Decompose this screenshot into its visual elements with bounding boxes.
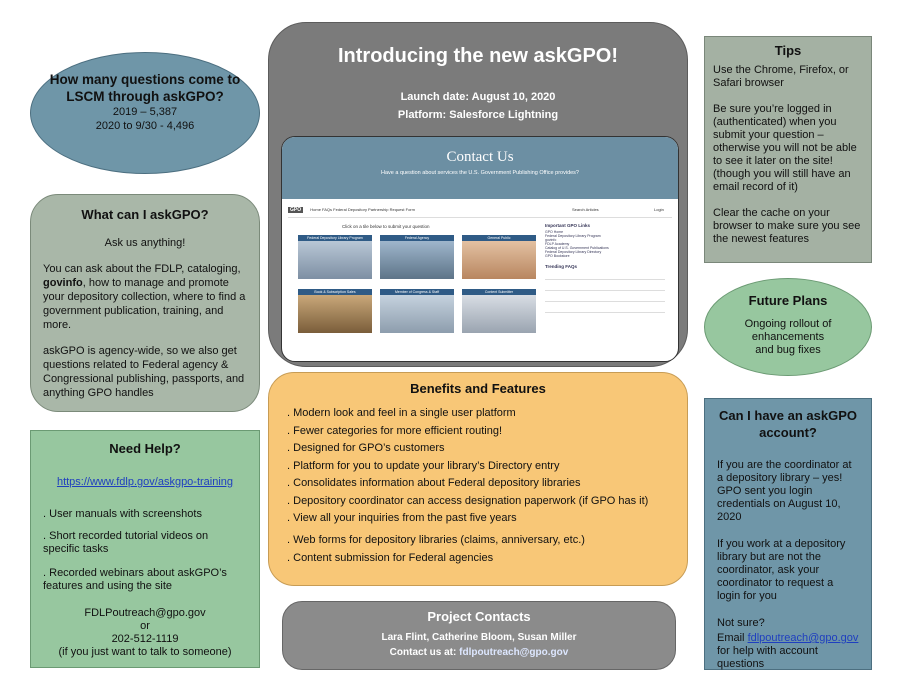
- help-email: FDLPoutreach@gpo.gov: [84, 607, 206, 619]
- help-phone-note: (if you just want to talk to someone): [58, 646, 232, 658]
- questions-count-panel: [30, 52, 260, 174]
- screenshot-subheading: Have a question about services the U.S. Government Publishing Office provides?: [380, 170, 579, 176]
- screenshot-search: Search Articles: [572, 207, 599, 212]
- account-email-link[interactable]: fdlpoutreach@gpo.gov: [747, 632, 859, 644]
- benefit-item: . Consolidates information about Federal depository libraries: [287, 477, 581, 489]
- questions-2020: 2020 to 9/30 - 4,496: [95, 120, 195, 132]
- help-phone: 202-512-1119: [111, 633, 179, 645]
- screenshot-tile: Book & Subscription Sales: [298, 289, 372, 333]
- questions-2019: 2019 – 5,387: [112, 106, 178, 118]
- benefit-item: . View all your inquiries from the past five years: [287, 512, 517, 524]
- help-or: or: [140, 620, 150, 632]
- benefit-item: . Platform for you to update your library’s Directory entry: [287, 459, 560, 472]
- screenshot-heading: Contact Us: [446, 149, 514, 165]
- screenshot-prompt: Click on a tile below to submit your question: [342, 224, 430, 229]
- screenshot-tile: Federal Depository Library Program: [298, 235, 372, 279]
- screenshot-side-link: govinfo: [545, 238, 557, 242]
- screenshot-side-link: Federal Depository Library Directory: [545, 250, 602, 254]
- screenshot-side-title: Important GPO Links: [545, 223, 591, 228]
- screenshot-side-link: GPO Home: [545, 230, 564, 234]
- account-not-sure: Not sure?: [717, 617, 765, 629]
- govinfo-bold: govinfo: [43, 277, 83, 289]
- contact-email[interactable]: fdlpoutreach@gpo.gov: [459, 647, 569, 658]
- tip-cache: Clear the cache on your browser to make sure you see the newest features: [713, 207, 861, 245]
- screenshot-tile: Content Submitter: [462, 289, 536, 333]
- screenshot-side-link: Catalog of U.S. Government Publications: [545, 246, 609, 250]
- account-noncoordinator-text: If you work at a depository library but are not the coordinator, ask your coordinator to request a login for you: [717, 538, 846, 602]
- ask-about-text: You can ask about the FDLP, cataloging, govinfo, how to manage and promote your depository collection, where to find a government publication, training, and more.: [43, 263, 246, 331]
- future-line: and bug fixes: [755, 344, 821, 356]
- benefits-title: Benefits and Features: [410, 381, 546, 396]
- help-item: . Recorded webinars about askGPO’s features and using the site: [43, 567, 227, 592]
- platform-text: Platform: Salesforce Lightning: [397, 109, 559, 121]
- intro-title: Introducing the new askGPO!: [337, 45, 619, 67]
- help-item: . Short recorded tutorial videos on specific tasks: [43, 530, 209, 555]
- benefit-item: . Web forms for depository libraries (claims, anniversary, etc.): [287, 534, 585, 546]
- future-plans-panel: [704, 278, 872, 376]
- benefits-panel: [268, 372, 688, 586]
- future-line: Ongoing rollout of: [744, 318, 832, 330]
- benefit-item: . Designed for GPO’s customers: [287, 442, 445, 454]
- account-email-text: Email fdlpoutreach@gpo.gov for help with account questions: [717, 632, 859, 670]
- screenshot-logo: GPO: [290, 207, 302, 213]
- help-item: . User manuals with screenshots: [43, 508, 202, 520]
- project-contacts-title: Project Contacts: [427, 609, 531, 624]
- contact-line: Contact us at: fdlpoutreach@gpo.gov: [389, 647, 569, 658]
- launch-date: Launch date: August 10, 2020: [400, 91, 556, 103]
- screenshot-tile: Member of Congress & Staff: [380, 289, 454, 333]
- screenshot-header: [282, 137, 678, 199]
- screenshot-side-link: GPO Bookstore: [545, 254, 570, 258]
- questions-count-title: How many questions come to LSCM through askGPO?: [49, 72, 241, 104]
- contact-names: Lara Flint, Catherine Bloom, Susan Miller: [381, 632, 577, 643]
- need-help-title: Need Help?: [109, 441, 181, 456]
- account-title: Can I have an askGPO account?: [718, 408, 857, 440]
- account-panel: [704, 398, 872, 670]
- screenshot-tile: General Public: [462, 235, 536, 279]
- future-line: enhancements: [751, 331, 825, 343]
- benefit-item: . Content submission for Federal agencies: [287, 551, 494, 564]
- screenshot-side-link: FDLP Academy: [545, 242, 570, 246]
- screenshot-login: Login: [654, 207, 664, 212]
- account-coordinator-text: If you are the coordinator at a depository library – yes! GPO sent you login credentials on August 10, 2020: [717, 459, 852, 523]
- screenshot-sidebar: [545, 223, 665, 313]
- tip-browser: Use the Chrome, Firefox, or Safari browser: [713, 64, 849, 89]
- benefit-item: . Fewer categories for more efficient routing!: [287, 424, 503, 437]
- contact-us-screenshot: [281, 136, 679, 362]
- need-help-panel: [30, 430, 260, 668]
- training-link[interactable]: https://www.fdlp.gov/askgpo-training: [56, 476, 234, 488]
- future-plans-title: Future Plans: [748, 293, 828, 308]
- intro-panel: [268, 22, 688, 367]
- what-can-i-ask-panel: [30, 194, 260, 412]
- tips-panel: [704, 36, 872, 263]
- what-can-i-ask-title: What can I askGPO?: [81, 207, 209, 222]
- agency-wide-text: askGPO is agency-wide, so we also get questions related to Federal agency & Congressional publishing, passports, and anything GPO handles: [43, 345, 245, 399]
- benefit-item: . Depository coordinator can access designation paperwork (if GPO has it): [287, 494, 649, 507]
- screenshot-side-link: Federal Depository Library Program: [545, 234, 601, 238]
- project-contacts-panel: [282, 601, 676, 670]
- screenshot-nav-links: Home FAQs Federal Depository Partnership Request Form: [310, 207, 415, 212]
- tips-title: Tips: [774, 43, 802, 58]
- screenshot-tile: Federal Agency: [380, 235, 454, 279]
- screenshot-nav: [288, 207, 672, 218]
- tip-login: Be sure you’re logged in (authenticated) when you submit your question – otherwise you will not be able to see it later on the site! (though you will still have an email record of it): [713, 103, 857, 193]
- ask-anything-text: Ask us anything!: [104, 237, 186, 249]
- benefit-item: . Modern look and feel in a single user platform: [287, 407, 516, 419]
- screenshot-trend-title: Trending FAQs: [545, 264, 578, 269]
